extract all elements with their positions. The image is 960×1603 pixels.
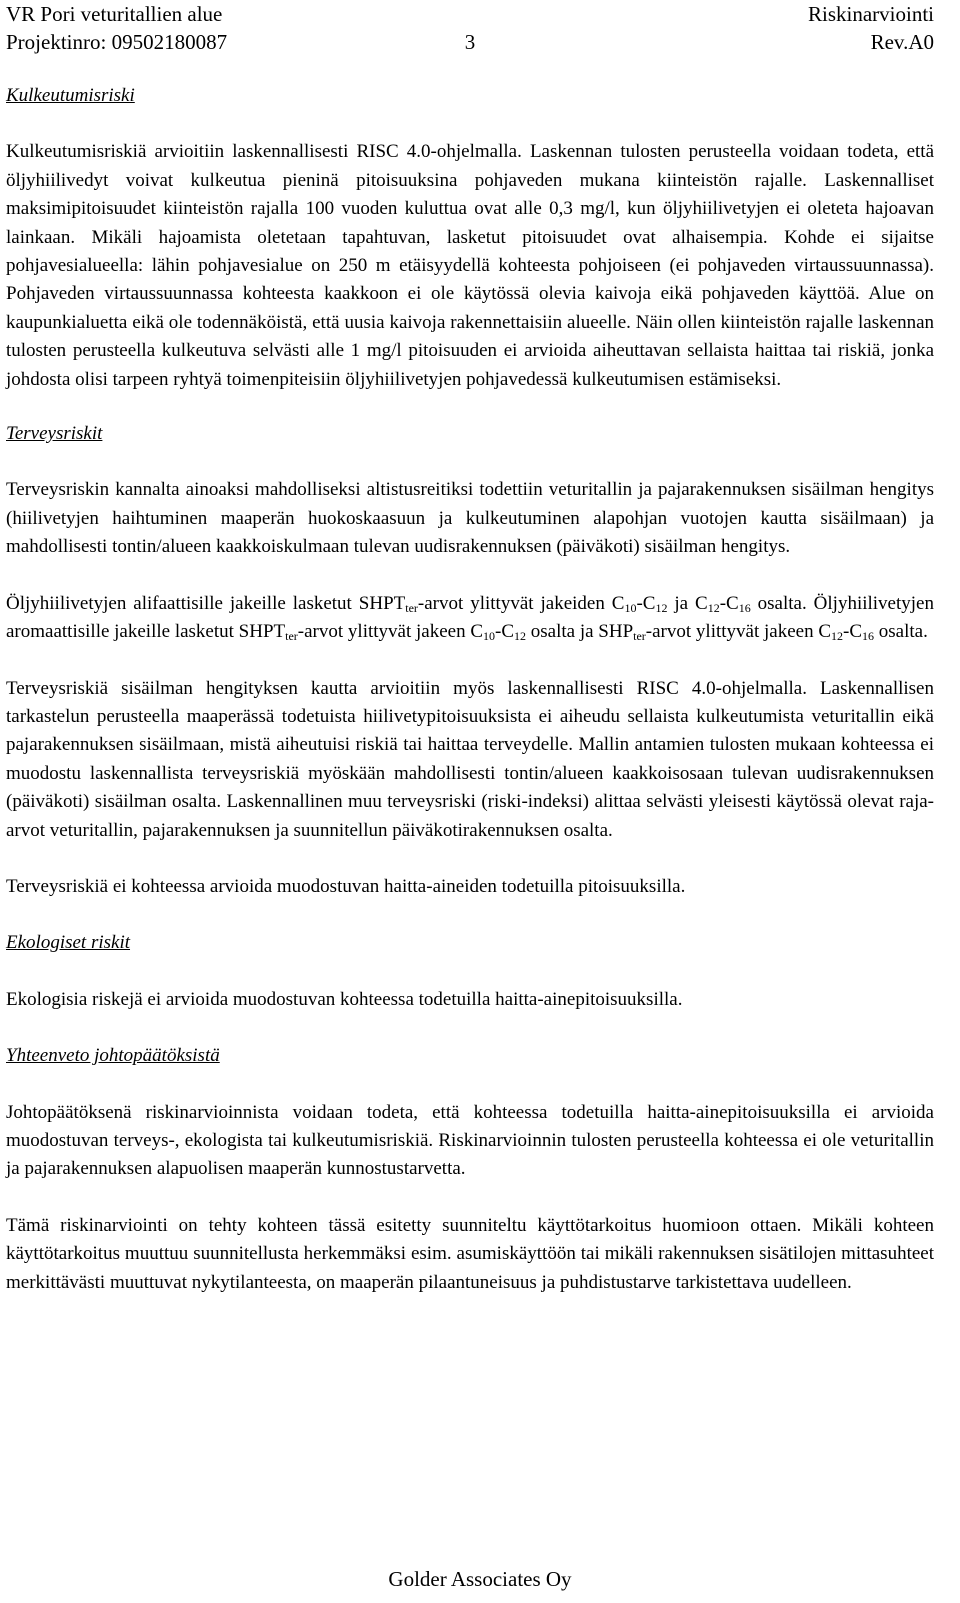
paragraph-terveysriskit-1: Terveysriskin kannalta ainoaksi mahdolliseksi altistusreitiksi todettiin veturitallin ja pajarakennuksen sisäilman hengitys (hiilivetyjen haihtuminen maaperän huokoskaasuun ja kulkeutuminen alapohjan vuotojen kautta sisäilmaan) ja mahdollisesti tontin/alueen kaakkoiskulmaan tulevan uudisrakennuksen (päiväkoti) sisäilman hengitys. bbox=[6, 479, 934, 558]
page-header bbox=[6, 0, 934, 72]
paragraph-terveysriskit-3: Terveysriskiä sisäilman hengityksen kautta arvioitiin myös laskennallisesti RISC 4.0-ohjelmalla. Laskennallisen tarkastelun perusteella maaperässä todetuista hiilivetypitoisuuksista ei aiheudu sellaista kulkeutumista veturitallin eikä pajarakennuksen sisäilmaan, mistä aiheutuisi riskiä tai haittaa terveydelle. Mallin antamien tulosten mukaan kohteessa ei muodostu laskennallista terveysriskiä myöskään mahdollisesti tontin/alueen kaakkoisosaan tulevan uudisrakennuksen (päiväkoti) sisäilman osalta. Laskennallinen muu terveysriski (riski-indeksi) alittaa selvästi yleisesti käytössä olevat raja-arvot veturitallin, pajarakennuksen ja suunnitellun päiväkotirakennuksen osalta. bbox=[6, 677, 934, 841]
paragraph-yhteenveto-2: Tämä riskinarviointi on tehty kohteen tässä esitetty suunniteltu käyttötarkoitus huomioon ottaen. Mikäli kohteen käyttötarkoitus muuttuu suunnitellusta herkemmäksi esim. asumiskäyttöön tai mikäli rakennuksen sisätilojen mittasuhteet merkittävästi muuttuvat nykytilanteesta, on maaperän pilaantuneisuus ja puhdistustarve tarkistettava uudelleen. bbox=[6, 1214, 934, 1293]
header-revision: Rev.A0 bbox=[870, 30, 934, 54]
heading-yhteenveto: Yhteenveto johtopäätöksistä bbox=[6, 1045, 220, 1067]
paragraph-kulkeutumisriski: Kulkeutumisriskiä arvioitiin laskennallisesti RISC 4.0-ohjelmalla. Laskennan tulosten perusteella voidaan todeta, että öljyhiilivedyt voivat kulkeutua pieninä pitoisuuksina pohjaveden mukana kiinteistön rajalle. Laskennalliset maksimipitoisuudet kiinteistön rajalla 100 vuoden kuluttua ovat alle 0,3 mg/l, kun öljyhiilivetyjen ei oleteta hajoavan lainkaan. Mikäli hajoamista oletetaan tapahtuvan, lasketut pitoisuudet ovat alhaisempia. Kohde ei sijaitse pohjavesialueella: lähin pohjavesialue on 250 m etäisyydellä kohteesta pohjoiseen (ei pohjaveden virtaussuunnassa). Pohjaveden virtaussuunnassa kohteesta kaakkoon ei ole käytössä olevia kaivoja eikä pohjaveden käyttöä. Alue on kaupunkialuetta eikä ole todennäköistä, että uusia kaivoja rakennettaisiin alueelle. Näin ollen kiinteistön rajalle laskennan tulosten perusteella kulkeutuva selvästi alle 1 mg/l pitoisuuden ei arvioida aiheuttavan sellaista haittaa tai riskiä, jonka johdosta olisi tarpeen ryhtyä toimenpiteisiin öljyhiilivetyjen pohjavedessä kulkeutumisen estämiseksi. bbox=[6, 141, 934, 390]
header-site-name: VR Pori veturitallien alue bbox=[6, 2, 223, 26]
header-project-number: Projektinro: 09502180087 bbox=[6, 30, 228, 54]
paragraph-yhteenveto-1: Johtopäätöksenä riskinarvioinnista voidaan todeta, että kohteessa todetuilla haitta-ainepitoisuuksilla ei arvioida muodostuvan terveys-, ekologista tai kulkeutumisriskiä. Riskinarvioinnin tulosten perusteella kohteessa ei ole veturitallin ja pajarakennuksen alapuolisen maaperän kunnostustarvetta. bbox=[6, 1101, 934, 1180]
header-row-2 bbox=[6, 28, 934, 56]
paragraph-terveysriskit-shpt: Öljyhiilivetyjen alifaattisille jakeille lasketut $SHPT_{ter}$-arvot ylittyvät jakeiden $C_{10}-C_{12}$ ja $C_{12}-C_{16}$ osalta. Öljyhiilivetyjen aromaattisille jakeille lasketut $SHPT_{ter}$-arvot ylittyvät jakeen $C_{10}-C_{12}$ osalta ja $SHP_{ter}$-arvot ylittyvät jakeen $C_{12}-C_{16}$ osalta. bbox=[6, 592, 934, 644]
page-number: 3 bbox=[464, 30, 476, 54]
paragraph-ekologiset-riskit: Ekologisia riskejä ei arvioida muodostuvan kohteessa todetuilla haitta-ainepitoisuuksilla. bbox=[6, 988, 683, 1010]
page-footer: Golder Associates Oy bbox=[388, 1567, 572, 1591]
header-row-1 bbox=[6, 0, 934, 28]
heading-ekologiset-riskit: Ekologiset riskit bbox=[6, 932, 131, 954]
heading-terveysriskit: Terveysriskit bbox=[6, 423, 103, 445]
document-body bbox=[6, 82, 934, 1297]
heading-kulkeutumisriski: Kulkeutumisriski bbox=[6, 85, 135, 106]
paragraph-terveysriskit-4: Terveysriskiä ei kohteessa arvioida muodostuvan haitta-aineiden todetuilla pitoisuuksilla. bbox=[6, 875, 686, 897]
header-doc-type: Riskinarviointi bbox=[808, 2, 934, 26]
